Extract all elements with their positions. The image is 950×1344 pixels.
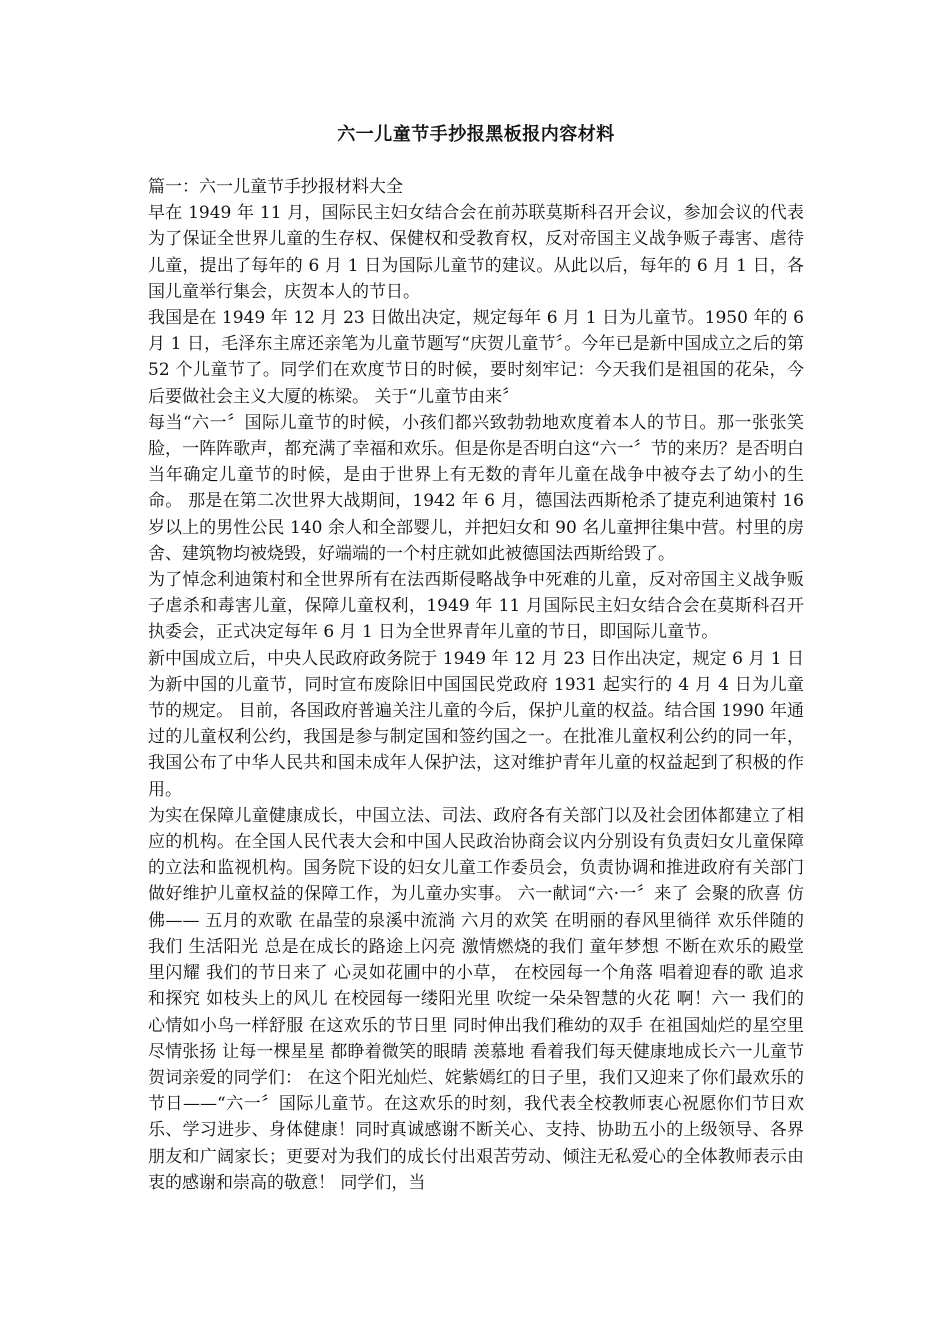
paragraph-lidice: 为了悼念利迪策村和全世界所有在法西斯侵略战争中死难的儿童，反对帝国主义战争贩子虐杀和毒害儿童，保障儿童权利，1949 年 11 月国际民主妇女结合会在莫斯科召开执委会，正式决定每年 6 月 1 日为全世界青年儿童的节日，即国际儿童节。: [148, 570, 804, 643]
document-title: 六一儿童节手抄报黑板报内容材料: [337, 124, 615, 145]
paragraph-china-decision: 我国是在 1949 年 12 月 23 日做出决定，规定每年 6 月 1 日为儿童节。1950 年的 6 月 1 日，毛泽东主席还亲笔为儿童节题写“庆贺儿童节〞。今年已是新中国成立之后的第 52 个儿童节了。同学们在欢度节日的时候，要时刻牢记：今天我们是祖国的花朵，今后要做社会主义大厦的栋梁。 关于“儿童节由来〞: [148, 308, 804, 407]
paragraph-origin: 早在 1949 年 11 月，国际民主妇女结合会在前苏联莫斯科召开会议，参加会议的代表为了保证全世界儿童的生存权、保健权和受教育权，反对帝国主义战争贩子毒害、虐待儿童，提出了每年的 6 月 1 日为国际儿童节的建议。从此以后，每年的 6 月 1 日，各国儿童举行集会，庆贺本人的节日。: [148, 203, 804, 302]
paragraph-new-china: 新中国成立后，中央人民政府政务院于 1949 年 12 月 23 日作出决定，规定 6 月 1 日为新中国的儿童节，同时宣布废除旧中国国民党政府 1931 起实行的 4 月 4 日为儿童节的规定。 目前，各国政府普遍关注儿童的今后，保护儿童的权益。结合国 1990 年通过的儿童权利公约，我国是参与制定国和签约国之一。在批准儿童权利公约的同一年，我国公布了中华人民共和国未成年人保护法，这对维护青年儿童的权益起到了积极的作用。: [148, 648, 804, 800]
section-heading: 篇一：六一儿童节手抄报材料大全: [148, 177, 403, 197]
paragraph-protection: 为实在保障儿童健康成长，中国立法、司法、政府各有关部门以及社会团体都建立了相应的机构。在全国人民代表大会和中国人民政治协商会议内分别设有负责妇女儿童保障的立法和监视机构。国务院下设的妇女儿童工作委员会，负责协调和推进政府有关部门做好维护儿童权益的保障工作，为儿童办实事。 六一献词“六·一〞来了 会聚的欣喜 仿佛—— 五月的欢歌 在晶莹的泉溪中流淌 六月的欢笑 在明丽的春风里徜徉 欢乐伴随的我们 生活阳光 总是在成长的路途上闪亮 激情燃烧的我们 童年梦想 不断在欢乐的殿堂里闪耀 我们的节日来了 心灵如花圃中的小草， 在校园每一个角落 唱着迎春的歌 追求和探究 如枝头上的风儿 在校园每一缕阳光里 吹绽一朵朵智慧的火花 啊！六一 我们的心情如小鸟一样舒服 在这欢乐的节日里 同时伸出我们稚幼的双手 在祖国灿烂的星空里尽情张扬 让每一棵星星 都睁着微笑的眼睛 羡慕地 看着我们每天健康地成长六一儿童节贺词亲爱的同学们： 在这个阳光灿烂、姹紫嫣红的日子里，我们又迎来了你们最欢乐的节日——“六一〞国际儿童节。在这欢乐的时刻，我代表全校教师衷心祝愿你们节日欢乐、学习进步、身体健康！同时真诚感谢不断关心、支持、协助五小的上级领导、各界朋友和广阔家长；更要对为我们的成长付出艰苦劳动、倾注无私爱心的全体教师表示由衷的感谢和崇高的敬意！ 同学们，当: [148, 805, 804, 1193]
paragraph-history: 每当“六一〞国际儿童节的时候，小孩们都兴致勃勃地欢度着本人的节日。那一张张笑脸，一阵阵歌声，都充满了幸福和欢乐。但是你是否明白这“六一〞节的来历？是否明白当年确定儿童节的时候，是由于世界上有无数的青年儿童在战争中被夺去了幼小的生命。 那是在第二次世界大战期间，1942 年 6 月，德国法西斯枪杀了捷克利迪策村 16 岁以上的男性公民 140 余人和全部婴儿，并把妇女和 90 名儿童押往集中营。村里的房舍、建筑物均被烧毁，好端端的一个村庄就如此被德国法西斯给毁了。: [148, 412, 804, 564]
document-page: [148, 122, 804, 1196]
